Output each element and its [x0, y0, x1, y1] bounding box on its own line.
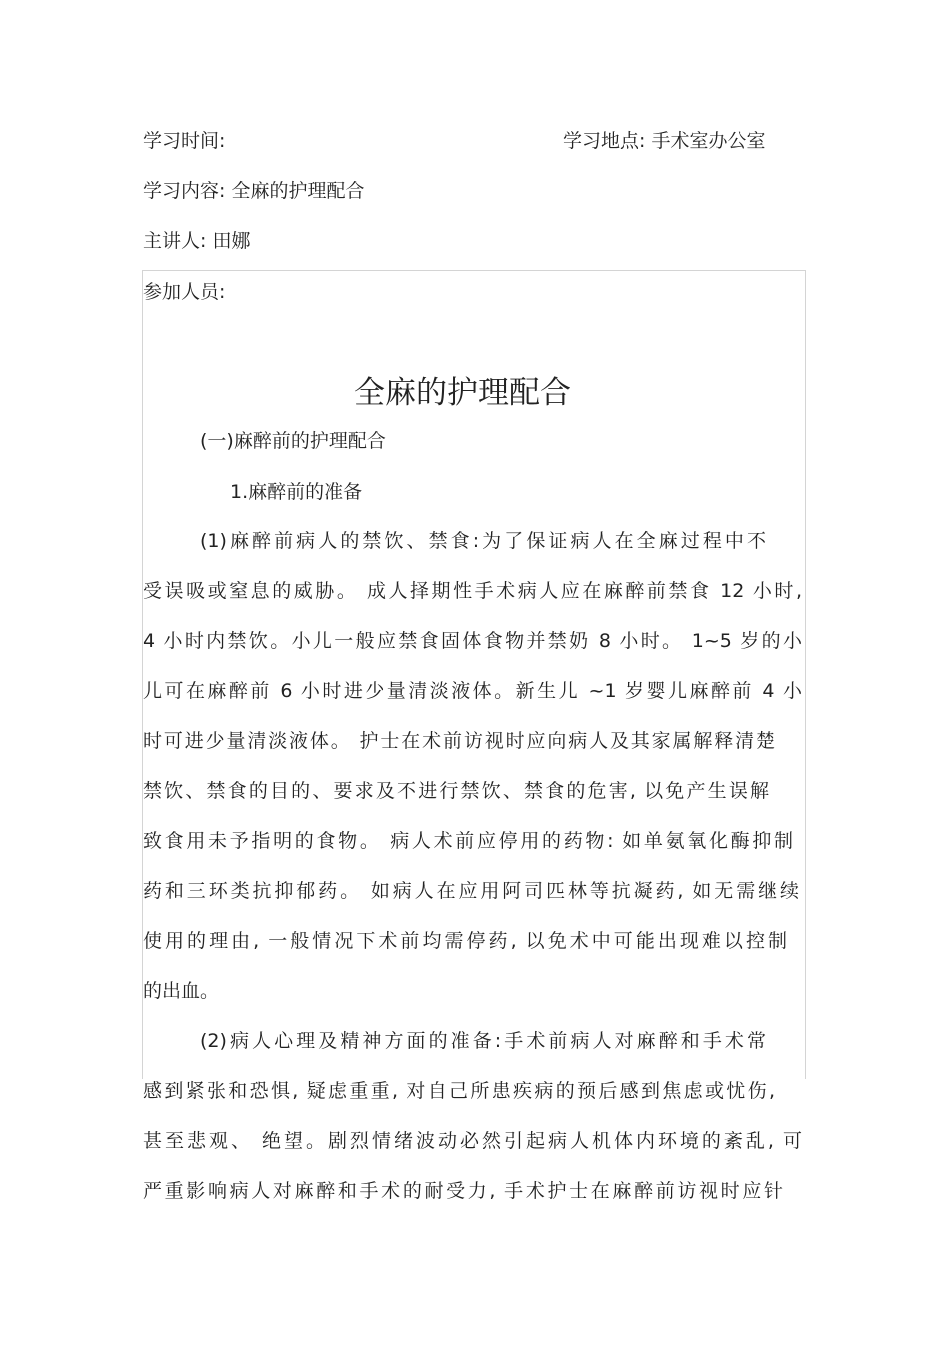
study-time-label: 学习时间: — [143, 130, 226, 152]
paragraph1-line: 儿可在麻醉前 6 小时进少量清淡液体。新生儿 ~1 岁婴儿麻醉前 4 小 — [143, 680, 802, 702]
speaker: 主讲人: 田娜 — [143, 230, 251, 252]
paragraph1-line: 使用的理由, 一般情况下术前均需停药, 以免术中可能出现难以控制 — [143, 930, 787, 952]
paragraph1-line: 的出血。 — [143, 980, 220, 1002]
paragraph2-line: 甚至悲观、 绝望。剧烈情绪波动必然引起病人机体内环境的紊乱, 可 — [143, 1130, 802, 1152]
study-content: 学习内容: 全麻的护理配合 — [143, 180, 365, 202]
paragraph1-line: 药和三环类抗抑郁药。 如病人在应用阿司匹林等抗凝药, 如无需继续 — [143, 880, 799, 902]
paragraph1-line: 禁饮、禁食的目的、要求及不进行禁饮、禁食的危害, 以免产生误解 — [143, 780, 769, 802]
section-heading: (一)麻醉前的护理配合 — [200, 430, 386, 452]
document-title: 全麻的护理配合 — [354, 375, 571, 411]
study-place: 学习地点: 手术室办公室 — [563, 130, 766, 152]
participants: 参加人员: — [143, 281, 226, 303]
paragraph1-line: 4 小时内禁饮。小儿一般应禁食固体食物并禁奶 8 小时。 1~5 岁的小 — [143, 630, 802, 652]
paragraph2-line: (2)病人心理及精神方面的准备:手术前病人对麻醉和手术常 — [200, 1030, 766, 1052]
paragraph2-line: 感到紧张和恐惧, 疑虑重重, 对自己所患疾病的预后感到焦虑或忧伤, — [143, 1080, 775, 1102]
subsection-heading: 1.麻醉前的准备 — [230, 481, 363, 503]
paragraph2-line: 严重影响病人对麻醉和手术的耐受力, 手术护士在麻醉前访视时应针 — [143, 1180, 783, 1202]
paragraph1-line: 受误吸或窒息的威胁。 成人择期性手术病人应在麻醉前禁食 12 小时, — [143, 580, 802, 602]
paragraph1-line: 时可进少量清淡液体。 护士在术前访视时应向病人及其家属解释清楚 — [143, 730, 775, 752]
paragraph1-line: 致食用未予指明的食物。 病人术前应停用的药物: 如单氨氧化酶抑制 — [143, 830, 793, 852]
paragraph1-line: (1)麻醉前病人的禁饮、禁食:为了保证病人在全麻过程中不 — [200, 530, 766, 552]
